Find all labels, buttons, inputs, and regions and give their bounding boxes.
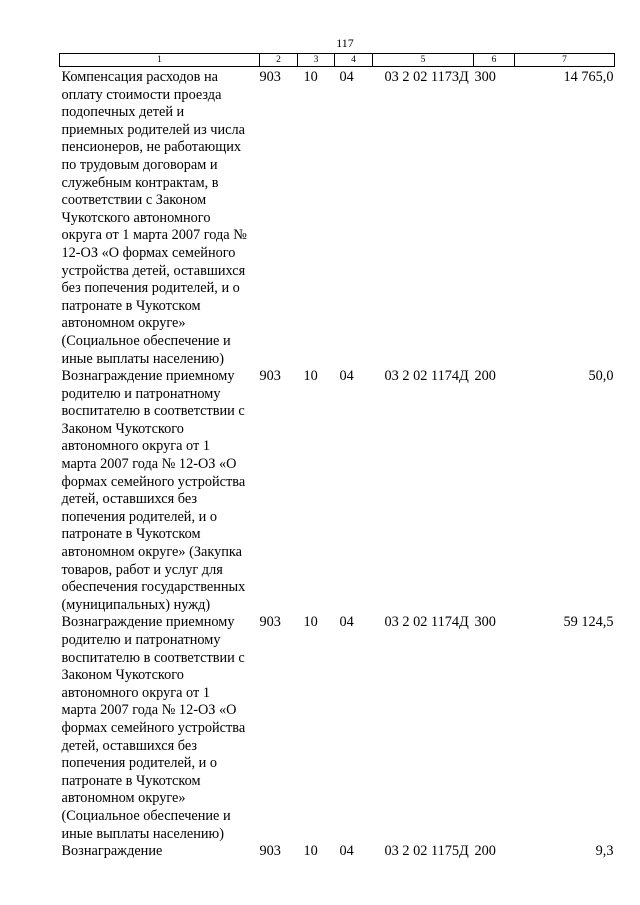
- description-line: обеспечения государственных: [61, 579, 246, 596]
- amount: 59 124,5: [563, 614, 614, 631]
- description-line: (муниципальных) нужд): [61, 596, 211, 613]
- description-line: автономного округа от 1: [61, 684, 210, 701]
- description-line: соответствии с Законом: [61, 192, 207, 209]
- expense-type-code: 300: [474, 69, 496, 85]
- description-line: детей, оставшихся без: [61, 737, 198, 754]
- description-line: Вознаграждение приемному: [61, 368, 235, 385]
- description-line: формах семейного устройства: [61, 719, 246, 736]
- section-code: 10: [303, 614, 318, 631]
- description-line: округа от 1 марта 2007 года №: [61, 227, 247, 244]
- row-description: [60, 67, 260, 369]
- subsection-code: 04: [339, 368, 354, 385]
- amount: 9,3: [595, 843, 614, 860]
- description-line: попечения родителей, и о: [61, 508, 217, 525]
- description-line: автономном округе»: [61, 315, 186, 332]
- description-line: иные выплаты населению): [61, 825, 224, 842]
- description-line: детей, оставшихся без: [61, 491, 198, 508]
- description-line: родителю и патронатному: [61, 632, 221, 648]
- target-article-code: 03 2 02 1173Д: [384, 69, 469, 85]
- column-header-7: 7: [515, 54, 615, 67]
- description-line: пенсионеров, не работающих: [61, 139, 242, 156]
- column-header-1: 1: [60, 54, 260, 67]
- description-line: Компенсация расходов на: [61, 69, 218, 85]
- ministry-code: 903: [259, 614, 281, 631]
- description-line: Чукотского автономного: [61, 209, 211, 226]
- page-number: 117: [336, 36, 354, 50]
- subsection-code: 04: [339, 69, 354, 85]
- description-line: приемных родителей из числа: [61, 121, 245, 138]
- table-row: [60, 614, 615, 843]
- row-description: [60, 614, 260, 843]
- expense-type-code: 200: [474, 368, 496, 385]
- column-number-row: [60, 54, 615, 67]
- section-code: 10: [303, 69, 318, 85]
- expense-type-code: 300: [474, 614, 496, 631]
- description-line: патронате в Чукотском: [61, 526, 201, 543]
- column-header-2: 2: [260, 54, 298, 67]
- target-article-code: 03 2 02 1174Д: [384, 614, 469, 631]
- column-header-3: 3: [298, 54, 335, 67]
- description-line: иные выплаты населению): [61, 350, 224, 367]
- description-line: патронате в Чукотском: [61, 772, 201, 789]
- description-line: марта 2007 года № 12-ОЗ «О: [61, 702, 237, 719]
- description-line: автономном округе» (Закупка: [61, 544, 243, 561]
- description-line: патронате в Чукотском: [61, 297, 201, 314]
- expense-type-code: 200: [474, 843, 496, 860]
- description-line: Вознаграждение: [61, 843, 163, 860]
- description-line: формах семейного устройства: [61, 473, 246, 490]
- description-line: воспитателю в соответствии с: [61, 403, 245, 420]
- description-line: автономного округа от 1: [61, 438, 210, 455]
- ministry-code: 903: [259, 368, 281, 385]
- description-line: Вознаграждение приемному: [61, 614, 235, 631]
- description-line: автономном округе»: [61, 790, 186, 807]
- description-line: товаров, работ и услуг для: [61, 561, 223, 578]
- budget-table: [59, 53, 615, 861]
- description-line: 12-ОЗ «О формах семейного: [61, 244, 236, 261]
- ministry-code: 903: [259, 843, 281, 860]
- section-code: 10: [303, 843, 318, 860]
- table-row: [60, 368, 615, 614]
- subsection-code: 04: [339, 843, 354, 860]
- target-article-code: 03 2 02 1175Д: [384, 843, 469, 860]
- table-row: [60, 67, 615, 369]
- ministry-code: 903: [259, 69, 281, 85]
- description-line: (Социальное обеспечение и: [61, 332, 231, 349]
- description-line: Законом Чукотского: [61, 667, 184, 684]
- row-description: [60, 843, 260, 861]
- section-code: 10: [303, 368, 318, 385]
- description-line: (Социальное обеспечение и: [61, 807, 231, 824]
- description-line: оплату стоимости проезда: [61, 86, 222, 103]
- description-line: родителю и патронатному: [61, 385, 221, 402]
- description-line: подопечных детей и: [61, 104, 185, 121]
- column-header-5: 5: [373, 54, 474, 67]
- table-row: [60, 843, 615, 861]
- description-line: Законом Чукотского: [61, 420, 184, 437]
- row-description: [60, 368, 260, 614]
- description-line: марта 2007 года № 12-ОЗ «О: [61, 456, 237, 473]
- description-line: устройства детей, оставшихся: [61, 262, 246, 279]
- amount: 14 765,0: [563, 69, 614, 85]
- subsection-code: 04: [339, 614, 354, 631]
- description-line: воспитателю в соответствии с: [61, 649, 245, 666]
- description-line: служебным контрактам, в: [61, 174, 219, 191]
- column-header-6: 6: [474, 54, 515, 67]
- description-line: попечения родителей, и о: [61, 755, 217, 772]
- amount: 50,0: [588, 368, 614, 385]
- description-line: по трудовым договорам и: [61, 156, 218, 173]
- column-header-4: 4: [335, 54, 373, 67]
- target-article-code: 03 2 02 1174Д: [384, 368, 469, 385]
- description-line: без попечения родителей, и о: [61, 280, 240, 297]
